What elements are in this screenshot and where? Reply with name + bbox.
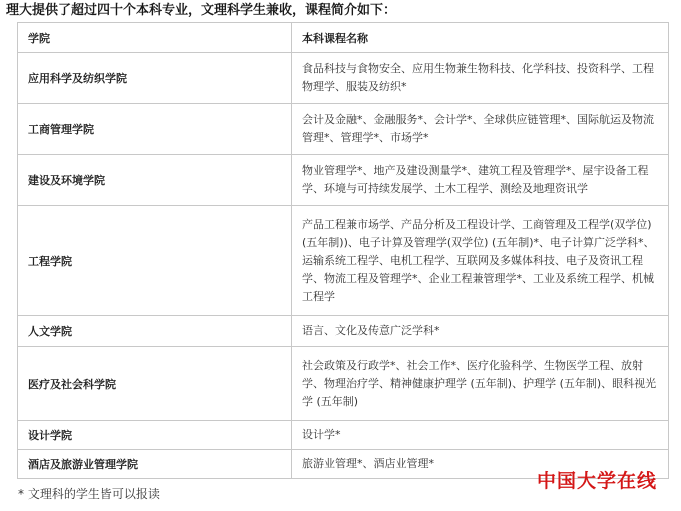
school-name: 人文学院 — [18, 316, 292, 347]
program-list: 物业管理学*、地产及建设测量学*、建筑工程及管理学*、屋宇设备工程学、环境与可持续发展学、土木工程学、测绘及地理资讯学 — [292, 155, 669, 206]
school-name: 建设及环境学院 — [18, 155, 292, 206]
school-name: 酒店及旅游业管理学院 — [18, 450, 292, 479]
school-name: 设计学院 — [18, 421, 292, 450]
table-row — [18, 316, 669, 347]
table-row — [18, 155, 669, 206]
header-programs: 本科课程名称 — [292, 23, 669, 53]
school-name: 工商管理学院 — [18, 104, 292, 155]
program-list: 食品科技与食物安全、应用生物兼生物科技、化学科技、投资科学、工程物理学、服装及纺织* — [292, 53, 669, 104]
program-list: 设计学* — [292, 421, 669, 450]
table-row — [18, 206, 669, 316]
program-list: 社会政策及行政学*、社会工作*、医疗化验科学、生物医学工程、放射学、物理治疗学、精神健康护理学 (五年制)、护理学 (五年制)、眼科视光学 (五年制) — [292, 347, 669, 421]
program-list: 产品工程兼市场学、产品分析及工程设计学、工商管理及工程学(双学位)(五年制))、电子计算及管理学(双学位) (五年制)*、电子计算广泛学科*、运输系统工程学、电机工程学、互联网及多媒体科技、电子及资讯工程学、物流工程及管理学*、企业工程兼管理学*、工业及系统工程学、机械工程学 — [292, 206, 669, 316]
table-row — [18, 104, 669, 155]
intro-heading: 理大提供了超过四十个本科专业，文理科学生兼收，课程简介如下： — [6, 3, 397, 18]
table-row — [18, 53, 669, 104]
header-school: 学院 — [18, 23, 292, 53]
program-list: 会计及金融*、金融服务*、会计学*、全球供应链管理*、国际航运及物流管理*、管理学*、市场学* — [292, 104, 669, 155]
footnote: * 文理科的学生皆可以报读 — [18, 487, 160, 501]
site-watermark: 中国大学在线 — [537, 470, 658, 492]
table-row — [18, 347, 669, 421]
school-name: 工程学院 — [18, 206, 292, 316]
program-list: 语言、文化及传意广泛学科* — [292, 316, 669, 347]
course-table — [17, 22, 669, 479]
table-header-row — [18, 23, 669, 53]
school-name: 应用科学及纺织学院 — [18, 53, 292, 104]
school-name: 医疗及社会科学院 — [18, 347, 292, 421]
table-row — [18, 421, 669, 450]
program-list: 旅游业管理*、酒店业管理* — [292, 450, 669, 479]
